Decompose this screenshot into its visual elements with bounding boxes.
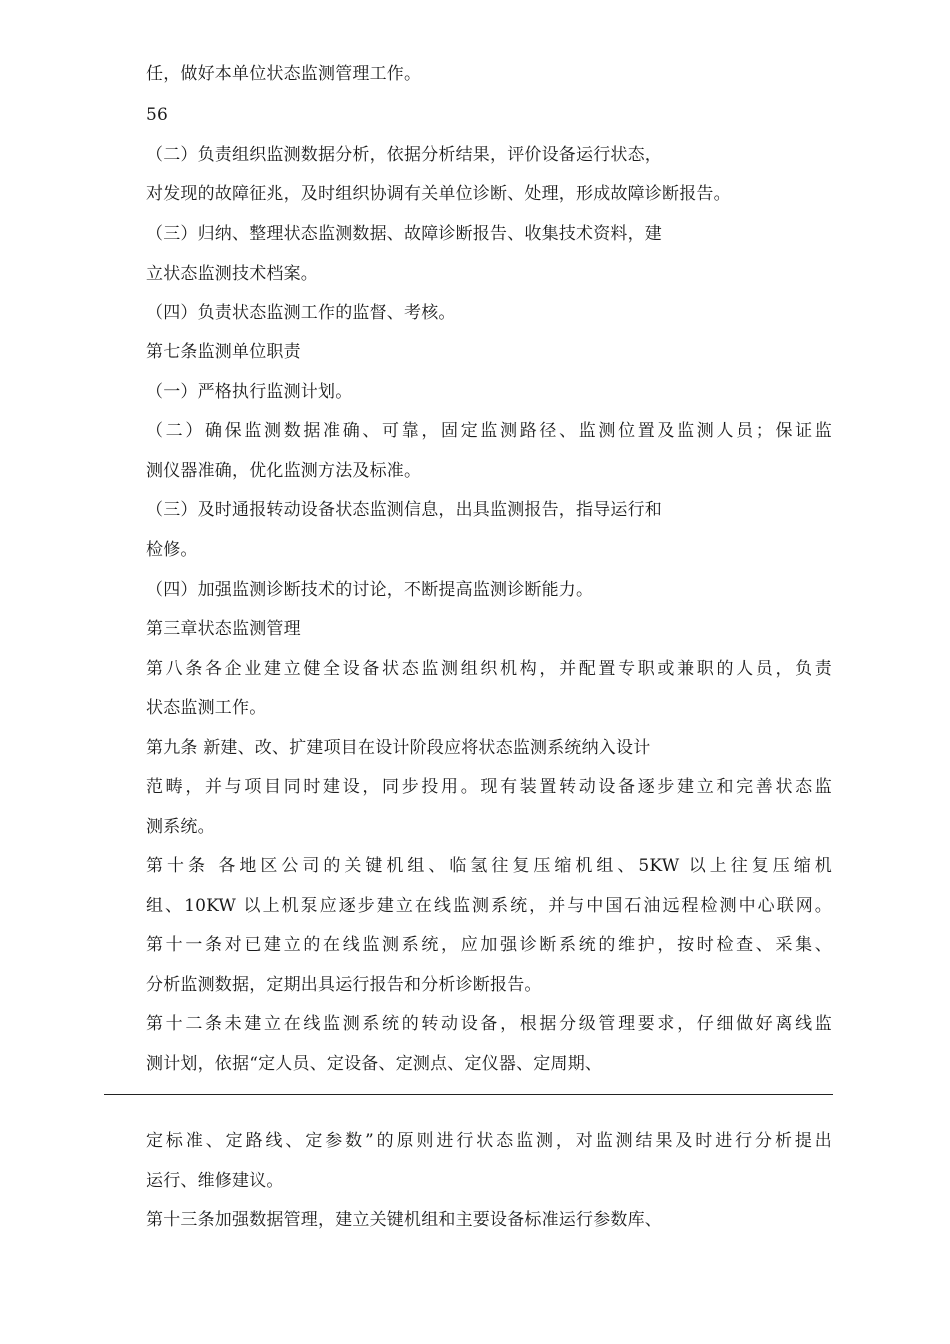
text-line: 立状态监测技术档案。 [146,264,318,284]
section-heading: 第七条监测单位职责 [146,342,301,362]
text-line: 定标准、定路线、定参数”的原则进行状态监测，对监测结果及时进行分析提出 [146,1131,832,1151]
text-line: 对发现的故障征兆，及时组织协调有关单位诊断、处理，形成故障诊断报告。 [146,184,731,204]
text-line: 第八条各企业建立健全设备状态监测组织机构，并配置专职或兼职的人员，负责 [146,659,832,679]
text-line: （三）及时通报转动设备状态监测信息，出具监测报告，指导运行和 [146,500,662,520]
page-divider [104,1094,833,1095]
text-line: 测仪器准确，优化监测方法及标准。 [146,461,422,481]
text-line: 测系统。 [146,817,215,837]
text-line: 状态监测工作。 [146,698,267,718]
text-line: 第十条 各地区公司的关键机组、临氢往复压缩机组、5KW 以上往复压缩机 [146,856,832,876]
text-line: 第九条 新建、改、扩建项目在设计阶段应将状态监测系统纳入设计 [146,738,651,758]
text-line: 第十一条对已建立的在线监测系统，应加强诊断系统的维护，按时检查、采集、 [146,935,832,955]
text-line: 范畴，并与项目同时建设，同步投用。现有装置转动设备逐步建立和完善状态监 [146,777,832,797]
text-line: （一）严格执行监测计划。 [146,382,353,402]
text-line: （二）负责组织监测数据分析，依据分析结果，评价设备运行状态， [146,145,662,165]
text-line: （四）负责状态监测工作的监督、考核。 [146,303,456,323]
page-number: 56 [146,105,169,125]
text-line: 检修。 [146,540,198,560]
text-line: 分析监测数据，定期出具运行报告和分析诊断报告。 [146,975,542,995]
text-line: 任，做好本单位状态监测管理工作。 [146,64,422,84]
text-line: 测计划，依据“定人员、定设备、定测点、定仪器、定周期、 [146,1054,603,1074]
text-line: （二）确保监测数据准确、可靠，固定监测路径、监测位置及监测人员；保证监 [146,421,832,441]
text-line: 组、10KW 以上机泵应逐步建立在线监测系统，并与中国石油远程检测中心联网。 [146,896,832,916]
text-line: （三）归纳、整理状态监测数据、故障诊断报告、收集技术资料，建 [146,224,662,244]
text-line: 第十三条加强数据管理，建立关键机组和主要设备标准运行参数库、 [146,1210,662,1230]
text-line: 运行、维修建议。 [146,1171,284,1191]
text-line: （四）加强监测诊断技术的讨论，不断提高监测诊断能力。 [146,580,594,600]
chapter-heading: 第三章状态监测管理 [146,619,301,639]
text-line: 第十二条未建立在线监测系统的转动设备，根据分级管理要求，仔细做好离线监 [146,1014,832,1034]
